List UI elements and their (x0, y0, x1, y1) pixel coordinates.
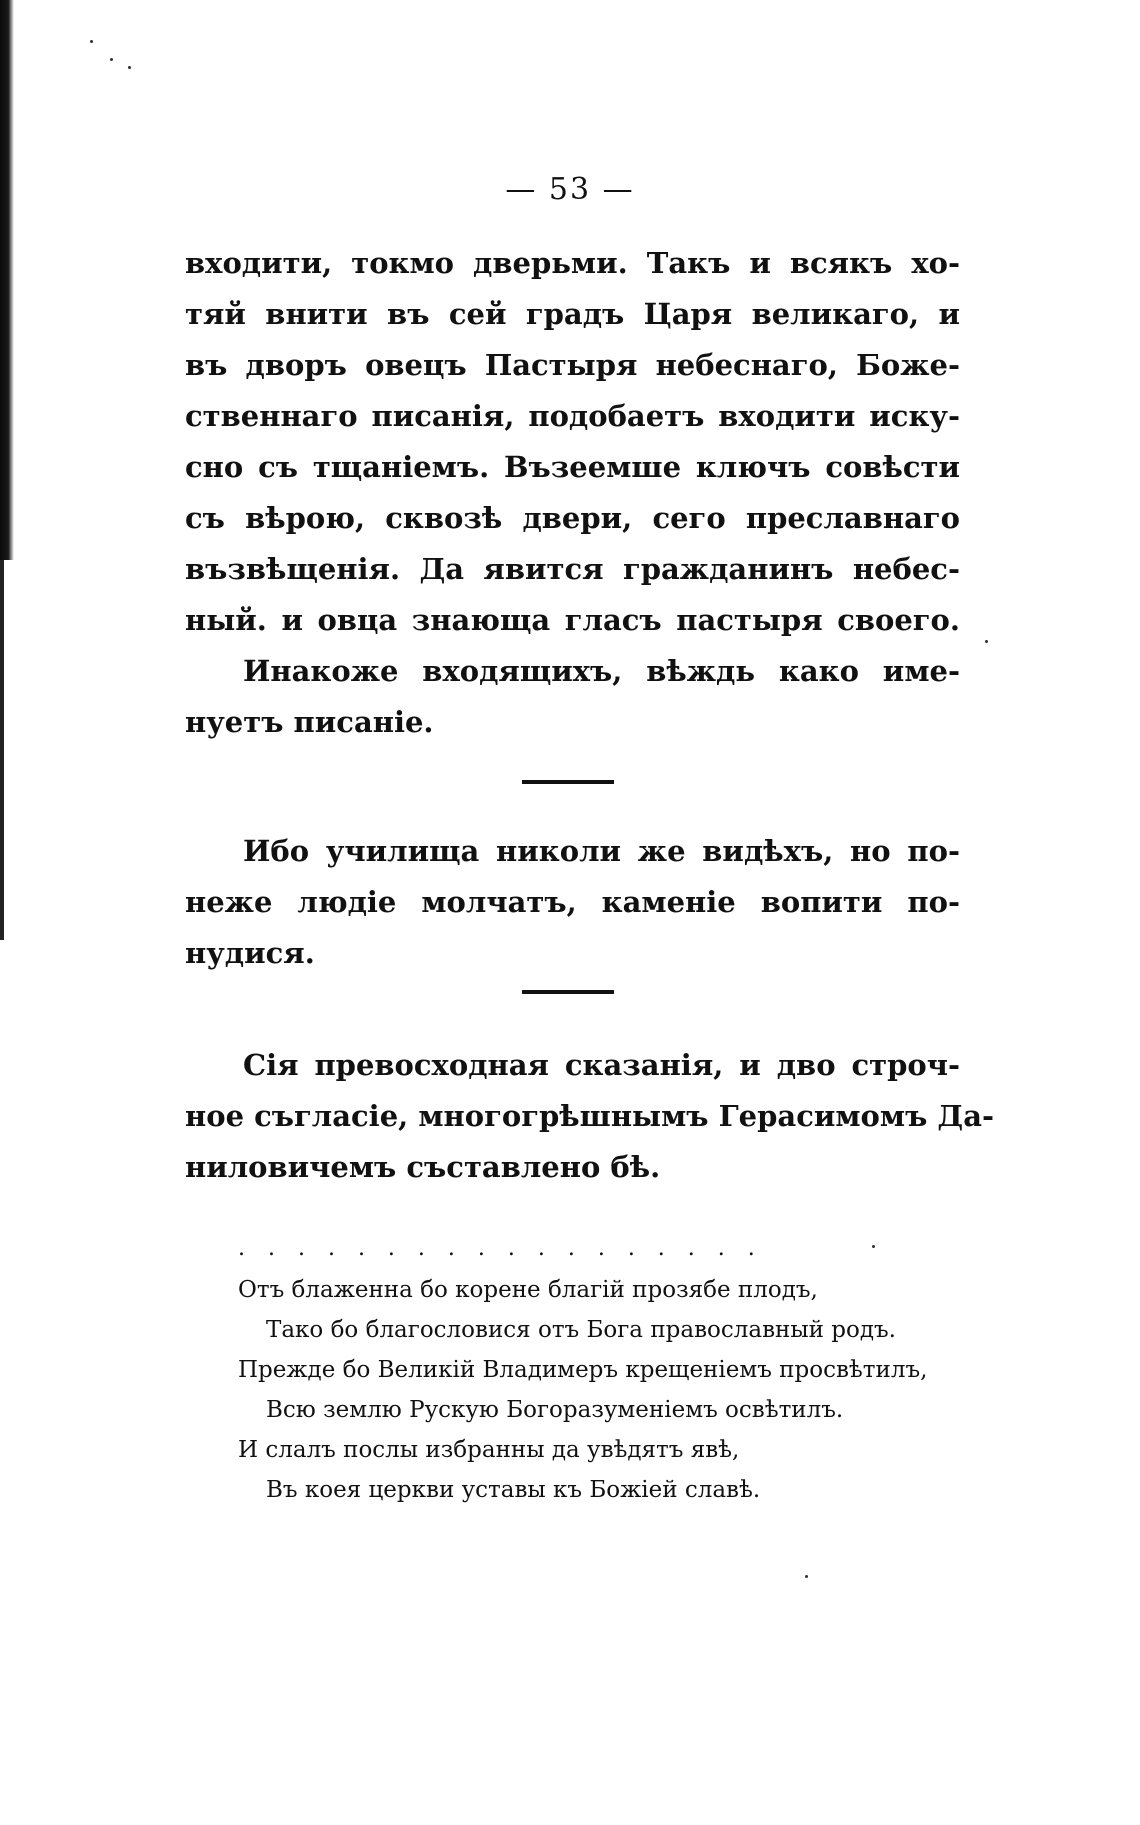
paragraph-continued (185, 238, 960, 646)
binding-edge (0, 0, 14, 560)
paragraph-siya (185, 1040, 995, 1193)
text-line: ный. и овца знающа гласъ пастыря своего. (185, 603, 960, 637)
section-rule (522, 990, 614, 994)
binding-edge-lower (0, 560, 4, 940)
text-line: Ибо училища николи же видѣхъ, но по- (243, 834, 960, 868)
verse-line: Тако бо благословися отъ Бога православный родъ. (266, 1317, 896, 1343)
text-line: неже людіе молчатъ, каменіе вопити по- (185, 885, 960, 919)
text-line: съ вѣрою, сквозѣ двери, сего преславнаго (185, 501, 960, 535)
paragraph-ibo (185, 826, 960, 979)
text-line: Инакоже входящихъ, вѣждь како име- (243, 654, 960, 688)
scan-speckle (90, 40, 93, 43)
text-line: възвѣщенія. Да явится гражданинъ небес- (185, 552, 960, 586)
text-line: ственнаго писанія, подобаетъ входити иску- (185, 399, 960, 433)
verse-line: Прежде бо Великій Владимеръ крещеніемъ просвѣтилъ, (238, 1357, 928, 1383)
paragraph-inakozhe (185, 646, 960, 748)
text-line: ниловичемъ съставлено бѣ. (185, 1150, 661, 1184)
text-line: тяй внити въ сей градъ Царя великаго, и (185, 297, 960, 331)
verse-line: Всю землю Рускую Богоразуменіемъ освѣтилъ. (266, 1397, 844, 1423)
scan-speckle (872, 1245, 875, 1248)
text-line: нуетъ писаніе. (185, 705, 434, 739)
text-line: въ дворъ овецъ Пастыря небеснаго, Боже- (185, 348, 960, 382)
page-number: — 53 — (505, 172, 635, 207)
scan-speckle (805, 1575, 808, 1578)
scan-speckle (110, 58, 113, 61)
text-line: Сія превосходная сказанія, и дво строч- (243, 1048, 960, 1082)
text-line: входити, токмо дверьми. Такъ и всякъ хо- (185, 246, 960, 280)
section-rule (522, 780, 614, 784)
verse-line: И слалъ послы избранны да увѣдятъ явѣ, (238, 1437, 740, 1463)
verse-line: Въ коея церкви уставы къ Божіей славѣ. (266, 1477, 761, 1503)
text-line: ное съгласіе, многогрѣшнымъ Герасимомъ Да- (185, 1099, 995, 1133)
dotted-separator: . . . . . . . . . . . . . . . . . . (238, 1236, 763, 1261)
scan-speckle (985, 640, 988, 643)
text-line: сно съ тщаніемъ. Възеемше ключъ совѣсти (185, 450, 960, 484)
verse-block (238, 1270, 938, 1510)
verse-line: Отъ блаженна бо корене благій прозябе плодъ, (238, 1277, 818, 1303)
text-line: нудися. (185, 936, 315, 970)
scan-speckle (128, 66, 131, 69)
